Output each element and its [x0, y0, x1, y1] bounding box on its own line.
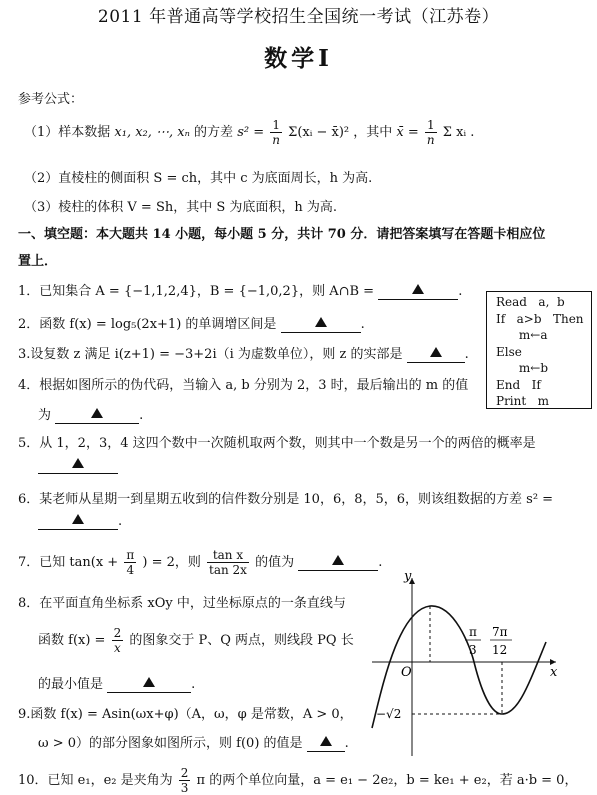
y-tick-label: −√2 — [376, 707, 402, 721]
question-2: 2．函数 f(x) = log₅(2x+1) 的单调增区间是 . — [18, 317, 365, 332]
question-3: 3.设复数 z 满足 i(z+1) = −3+2i（i 为虚数单位），则 z 的实部是 . — [18, 347, 469, 362]
code-line: End If — [496, 377, 541, 392]
answer-blank — [407, 347, 465, 363]
code-line: Else — [496, 344, 522, 359]
code-line: Read a, b — [496, 295, 565, 309]
formula-3: （3）棱柱的体积 V = Sh，其中 S 为底面积，h 为高. — [24, 200, 338, 215]
formulas-heading: 参考公式： — [18, 92, 84, 107]
question-1: 1．已知集合 A = {−1,1,2,4}，B = {−1,0,2}，则 A∩B = . — [18, 284, 463, 299]
question-7: 7．已知 tan(x + $\frac{\pi}{4}$ ) = 2，则 $\frac{\text{tan x}}{\tan 2x}$ 的值为 . — [18, 548, 383, 577]
fraction: $\frac{1}{n}$ — [426, 118, 435, 147]
question-8-line2: 函数 f(x) = $\frac{2}{x}$ 的图象交于 P、Q 两点，则线段 PQ 长 — [38, 626, 354, 655]
answer-blank — [281, 317, 361, 333]
triangle-icon — [143, 677, 155, 687]
origin-label: O — [401, 665, 412, 680]
tick-2-den: 12 — [492, 643, 508, 657]
triangle-icon — [412, 284, 424, 294]
answer-blank — [38, 514, 118, 530]
question-5-line2 — [38, 458, 118, 474]
fraction: $\frac{\text{tan x}}{\tan 2x}$ — [209, 548, 247, 577]
question-9-line1: 9.函数 f(x) = Asin(ωx+φ)（A，ω，φ 是常数，A > 0， — [18, 707, 353, 722]
answer-blank — [298, 555, 378, 571]
formula-1: （1）样本数据 x₁, x₂, ⋯, xₙ 的方差 s² = $\frac{1}{n}$ Σ(xᵢ − x̄)² ，其中 x̄ = $\frac{1}{n}$ Σ xᵢ . — [24, 118, 475, 147]
triangle-icon — [332, 555, 344, 565]
code-line: m←a — [496, 328, 548, 342]
answer-blank — [307, 736, 345, 752]
triangle-icon — [315, 317, 327, 327]
fraction: $\frac{1}{n}$ — [272, 118, 280, 147]
triangle-icon — [72, 458, 84, 468]
question-6-line1: 6．某老师从星期一到星期五收到的信件数分别是 10，6，8，5，6，则该组数据的方差 s² = — [18, 492, 554, 507]
code-line: Print m — [496, 394, 550, 408]
exam-title: 2011 年普通高等学校招生全国统一考试（江苏卷） — [97, 7, 500, 27]
question-10: 10．已知 e₁，e₂ 是夹角为 $\frac{2}{3}$ π 的两个单位向量，a = e₁ − 2e₂，b = ke₁ + e₂，若 a·b = 0， — [18, 766, 578, 795]
x-label: x — [550, 665, 558, 680]
code-line: If a>b Then — [496, 311, 584, 326]
triangle-icon — [91, 408, 103, 418]
question-6-line2: . — [38, 514, 122, 530]
question-9-line2: ω > 0）的部分图象如图所示，则 f(0) 的值是 . — [38, 736, 349, 751]
section-heading-line2: 置上． — [18, 254, 58, 269]
fraction: $\frac{\pi}{4}$ — [126, 548, 135, 577]
question-5-line1: 5．从 1，2，3，4 这四个数中一次随机取两个数，则其中一个数是另一个的两倍的概率是 — [18, 436, 536, 451]
question-4-line1: 4．根据如图所示的伪代码，当输入 a, b 分别为 2，3 时，最后输出的 m 的值 — [18, 378, 469, 393]
tick-2-num: 7π — [492, 625, 508, 639]
question-8-line3: 的最小值是 . — [38, 677, 196, 692]
triangle-icon — [320, 736, 332, 746]
tick-1-num: π — [469, 625, 477, 639]
answer-blank — [38, 458, 118, 474]
pseudocode-box — [486, 291, 592, 409]
fraction: $\frac{2}{3}$ — [180, 766, 189, 795]
sine-graph — [368, 568, 564, 758]
fraction: $\frac{2}{x}$ — [113, 626, 122, 655]
question-4-line2: 为 . — [38, 408, 144, 423]
triangle-icon — [430, 347, 442, 357]
answer-blank — [378, 284, 458, 300]
answer-blank — [107, 677, 191, 693]
question-8-line1: 8．在平面直角坐标系 xOy 中，过坐标原点的一条直线与 — [18, 596, 346, 611]
answer-blank — [55, 408, 139, 424]
y-label: y — [404, 569, 412, 584]
triangle-icon — [72, 514, 84, 524]
tick-1-den: 3 — [469, 643, 477, 657]
subject-title: 数学Ⅰ — [264, 45, 333, 72]
formula-2: （2）直棱柱的侧面积 S = ch，其中 c 为底面周长，h 为高. — [24, 171, 373, 186]
code-line: m←b — [496, 361, 549, 375]
section-heading-line1: 一、填空题：本大题共 14 小题，每小题 5 分，共计 70 分．请把答案填写在答题卡相应位 — [18, 227, 546, 242]
